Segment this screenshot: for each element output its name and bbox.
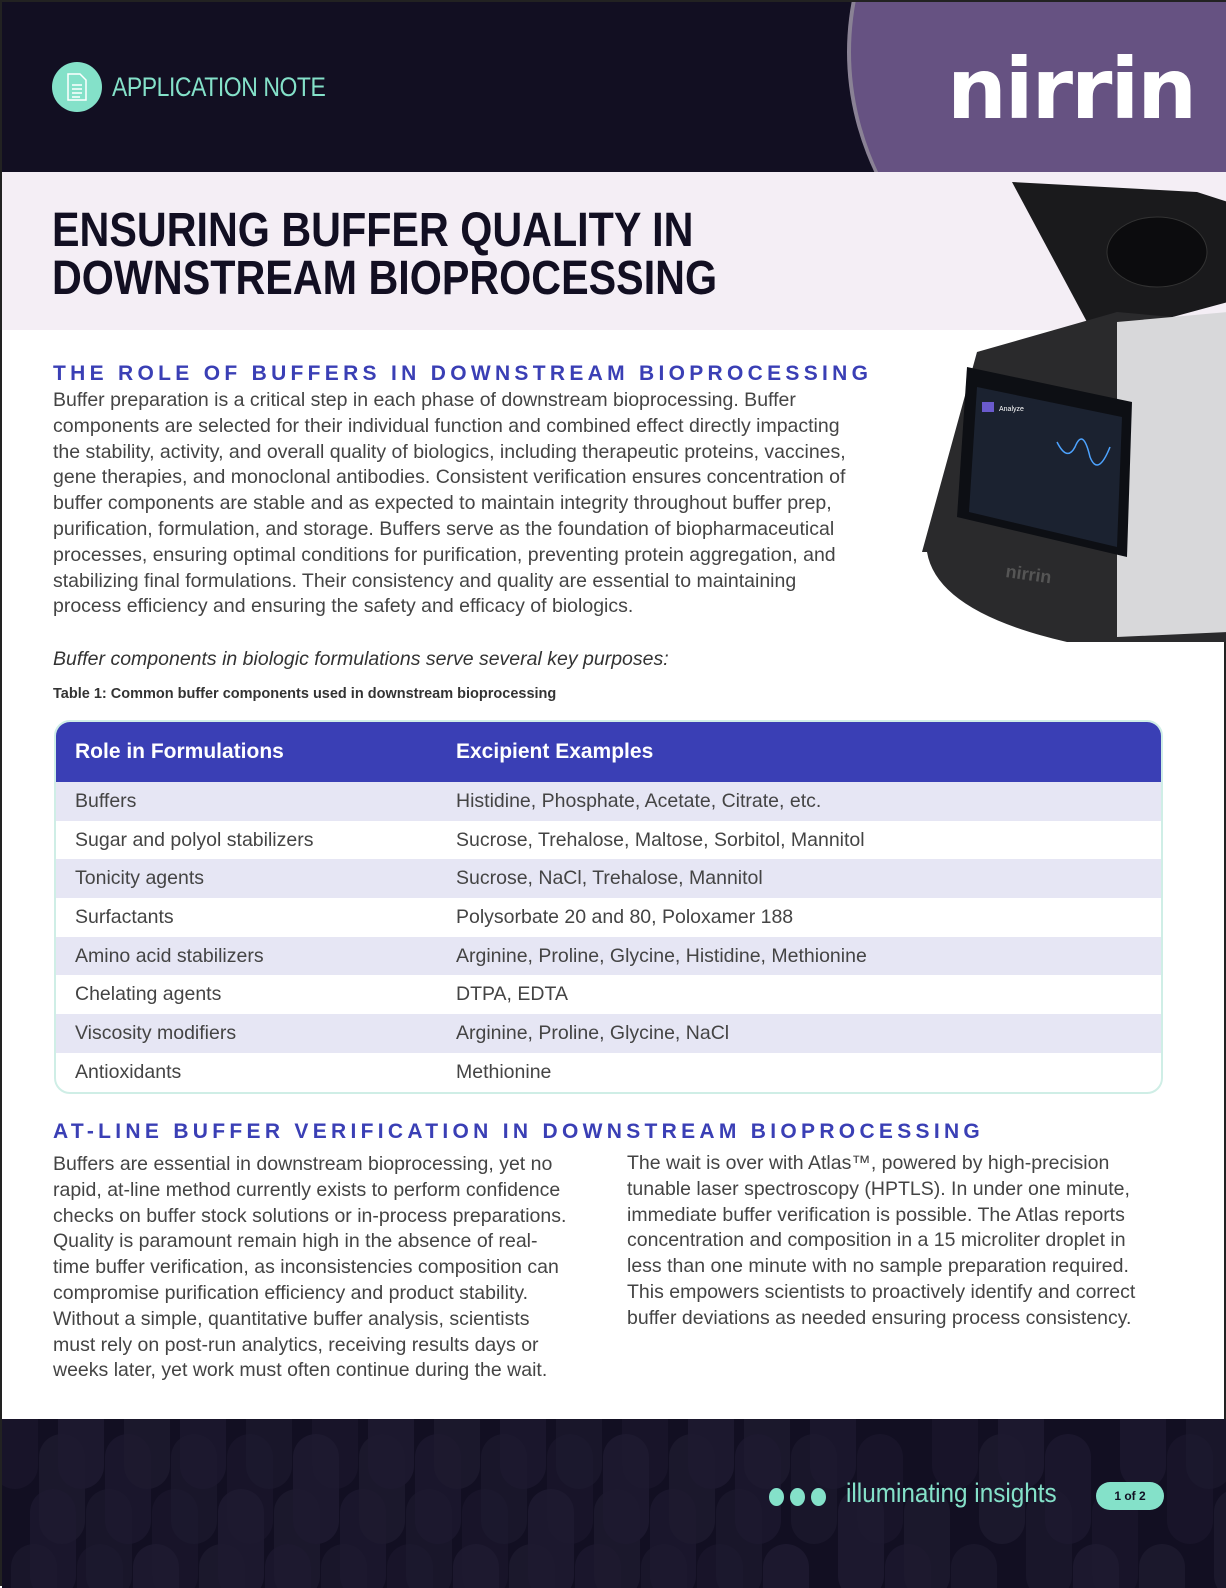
text-line: buffer components are stable and as expected to maintain integrity throughout buffer prep,	[53, 492, 832, 515]
table-row	[56, 937, 1161, 976]
table-row	[56, 859, 1161, 898]
screen-title: Analyze	[999, 406, 1024, 413]
text-line: less than one minute with no sample preparation required.	[627, 1255, 1129, 1278]
table-cell: Amino acid stabilizers	[75, 944, 264, 967]
page-indicator: 1 of 2	[1096, 1482, 1164, 1510]
document-icon	[52, 62, 102, 112]
decorative-pattern	[2, 1419, 38, 1489]
table-cell: Buffers	[75, 789, 137, 812]
text-line: Buffers are essential in downstream bioprocessing, yet no	[53, 1153, 553, 1175]
table-row	[56, 975, 1161, 1014]
header-banner	[2, 2, 1226, 172]
decorative-pattern	[359, 1434, 405, 1544]
section1-body	[53, 388, 846, 620]
section2-left-column	[53, 1152, 566, 1384]
text-line: concentration and composition in a 15 microliter droplet in	[627, 1229, 1126, 1252]
text-line: The wait is over with Atlas™, powered by high-precision	[627, 1152, 1110, 1174]
table-cell: Chelating agents	[75, 983, 222, 1006]
text-line: process efficiency and ensuring the safety and efficacy of biologics.	[53, 595, 634, 618]
table-cell: Sucrose, NaCl, Trehalose, Mannitol	[456, 867, 763, 890]
decorative-pattern	[434, 1419, 480, 1489]
atlas-device-image	[917, 172, 1226, 642]
text-line: weeks later, yet work must often continue during the wait.	[53, 1359, 548, 1382]
decorative-pattern	[1139, 1544, 1185, 1588]
table-row	[56, 782, 1161, 821]
decorative-pattern	[951, 1544, 997, 1588]
text-line: gene therapies, and monoclonal antibodies. Consistent verification ensures concentration of	[53, 466, 846, 489]
text-line: compromise purification efficiency and product stability.	[53, 1281, 529, 1304]
decorative-pattern	[58, 1419, 104, 1489]
section2-right-column	[627, 1151, 1135, 1332]
decorative-pattern	[1186, 1419, 1226, 1489]
text-line: stabilizing final formulations. Their consistency and quality are essential to maintaining	[53, 569, 797, 592]
decorative-pattern	[763, 1544, 809, 1588]
table-cell: Surfactants	[75, 905, 174, 928]
text-line: components are selected for their individual function and combined effect directly impacting	[53, 414, 840, 437]
table-cell: Arginine, Proline, Glycine, Histidine, Methionine	[456, 944, 867, 967]
decorative-pattern	[547, 1434, 593, 1544]
decorative-pattern	[265, 1544, 311, 1588]
title-line: DOWNSTREAM BIOPROCESSING	[52, 252, 718, 305]
intro-text: Buffer components in biologic formulations serve several key purposes:	[53, 648, 669, 670]
three-dots-icon	[769, 1488, 826, 1506]
text-line: the stability, activity, and overall quality of biologics, including therapeutic proteins, vaccines,	[53, 440, 846, 463]
table-cell: Polysorbate 20 and 80, Poloxamer 188	[456, 905, 794, 928]
text-line: This empowers scientists to proactively identify and correct	[627, 1280, 1136, 1303]
decorative-pattern	[312, 1419, 358, 1489]
decorative-pattern	[453, 1544, 499, 1588]
text-line: Quality is paramount remain high in the absence of real-	[53, 1230, 538, 1253]
decorative-pattern	[246, 1419, 292, 1489]
text-line: processes, ensuring optimal conditions for purification, preventing protein aggregation, and	[53, 543, 836, 566]
table-header	[56, 722, 1161, 782]
decorative-pattern	[77, 1544, 123, 1588]
table-cell: Tonicity agents	[75, 867, 204, 890]
text-line: must rely on post-run analytics, receiving results days or	[53, 1333, 539, 1356]
text-line: rapid, at-line method currently exists to perform confidence	[53, 1178, 561, 1201]
table-cell: Sugar and polyol stabilizers	[75, 828, 314, 851]
decorative-pattern	[500, 1419, 546, 1489]
device-brand: nirrin	[1004, 561, 1053, 588]
decorative-pattern	[406, 1489, 452, 1588]
text-line: time buffer verification, as inconsistencies composition can	[53, 1256, 559, 1279]
text-line: buffer deviations as needed ensuring process consistency.	[627, 1306, 1132, 1329]
text-line: checks on buffer stock solutions or in-process preparations.	[53, 1204, 567, 1227]
text-line: tunable laser spectroscopy (HPTLS). In under one minute,	[627, 1177, 1130, 1200]
table-row	[56, 1014, 1161, 1053]
decorative-pattern	[1214, 1489, 1226, 1588]
column-header: Role in Formulations	[75, 740, 284, 763]
tagline: illuminating insights	[846, 1478, 1057, 1508]
table-cell: DTPA, EDTA	[456, 983, 568, 1006]
table-cell: Sucrose, Trehalose, Maltose, Sorbitol, Mannitol	[456, 828, 865, 851]
table-cell: Viscosity modifiers	[75, 1021, 237, 1044]
decorative-pattern	[641, 1544, 687, 1588]
decorative-pattern	[1120, 1419, 1166, 1489]
section-heading: THE ROLE OF BUFFERS IN DOWNSTREAM BIOPROCESSING	[53, 362, 873, 385]
section-heading: AT-LINE BUFFER VERIFICATION IN DOWNSTREAM BIOPROCESSING	[53, 1120, 985, 1143]
table-cell: Antioxidants	[75, 1060, 182, 1083]
table-cell: Methionine	[456, 1060, 552, 1083]
decorative-pattern	[30, 1489, 76, 1588]
table-row	[56, 898, 1161, 937]
nirrin-logo: nirrin	[947, 40, 1196, 138]
table-caption: Table 1: Common buffer components used in downstream bioprocessing	[53, 686, 557, 702]
text-line: purification, formulation, and storage. Buffers serve as the foundation of biopharmaceutical	[53, 517, 835, 540]
table-cell: Arginine, Proline, Glycine, NaCl	[456, 1021, 730, 1044]
table-row	[56, 821, 1161, 860]
buffer-components-table	[54, 720, 1163, 1094]
decorative-pattern	[594, 1489, 640, 1588]
text-line: immediate buffer verification is possible. The Atlas reports	[627, 1203, 1125, 1226]
text-line: Without a simple, quantitative buffer analysis, scientists	[53, 1307, 530, 1330]
table-cell: Histidine, Phosphate, Acetate, Citrate, etc.	[456, 789, 822, 812]
title-line: ENSURING BUFFER QUALITY IN	[52, 204, 694, 257]
decorative-pattern	[622, 1419, 668, 1489]
doc-type-label: APPLICATION NOTE	[112, 72, 326, 102]
table-row	[56, 1053, 1161, 1092]
column-header: Excipient Examples	[456, 740, 654, 763]
page-title	[52, 204, 718, 305]
decorative-pattern	[124, 1419, 170, 1489]
decorative-pattern	[688, 1419, 734, 1489]
decorative-pattern	[171, 1434, 217, 1544]
text-line: Buffer preparation is a critical step in each phase of downstream bioprocessing. Buffer	[53, 389, 796, 411]
decorative-pattern	[218, 1489, 264, 1588]
